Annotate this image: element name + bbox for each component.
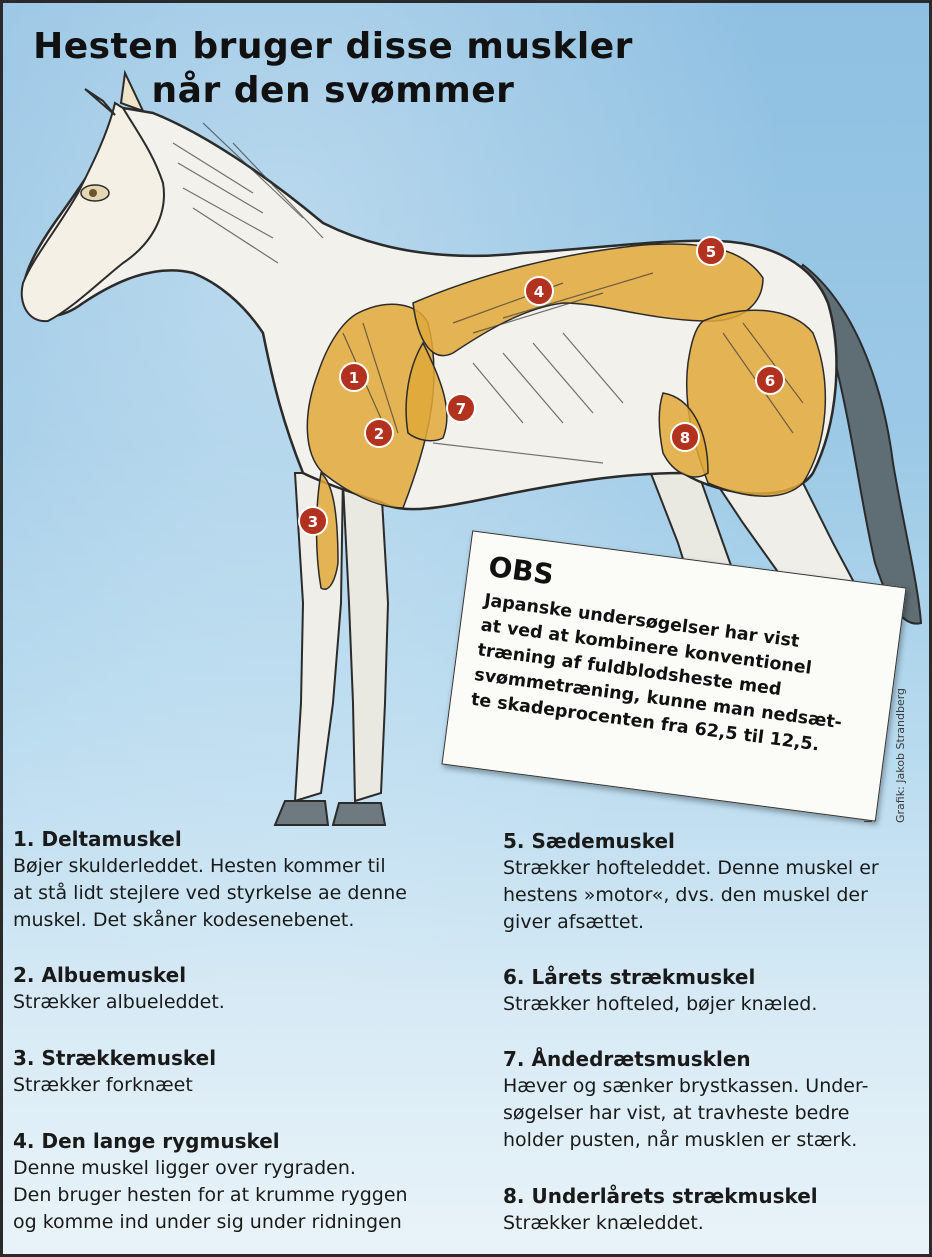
muscle-name: 8. Underlårets strækmuskel bbox=[503, 1184, 818, 1208]
marker-6 bbox=[756, 366, 784, 394]
marker-3-label: 3 bbox=[307, 513, 319, 531]
muscle-entry-3 bbox=[13, 1044, 483, 1099]
muscle-name: 7. Åndedrætsmusklen bbox=[503, 1047, 751, 1071]
marker-2 bbox=[365, 419, 393, 447]
marker-8-label: 8 bbox=[679, 429, 691, 447]
muscle-entry-5 bbox=[503, 827, 923, 936]
marker-1 bbox=[340, 363, 368, 391]
muscle-description: Hæver og sænker brystkassen. Under- søgelser har vist, at travheste bedre holder pusten, når musklen er stærk. bbox=[503, 1075, 869, 1151]
marker-8 bbox=[671, 423, 699, 451]
title-line-1: Hesten bruger disse muskler bbox=[33, 26, 633, 67]
horse-ear bbox=[121, 73, 143, 111]
muscle-description: Strækker forknæet bbox=[13, 1074, 193, 1096]
muscle-entry-7 bbox=[503, 1045, 923, 1154]
muscle-entry-8 bbox=[503, 1182, 923, 1237]
marker-5 bbox=[697, 237, 725, 265]
marker-2-label: 2 bbox=[373, 425, 385, 443]
hoof-front-near bbox=[275, 801, 328, 825]
muscle-entry-6 bbox=[503, 963, 923, 1018]
muscle-entry-2 bbox=[13, 961, 483, 1016]
marker-4-label: 4 bbox=[533, 283, 545, 301]
muscle-description: Strækker hofteled, bøjer knæled. bbox=[503, 993, 818, 1015]
obs-title: OBS bbox=[486, 550, 556, 592]
muscle-description: Denne muskel ligger over rygraden. Den bruger hesten for at krumme ryggen og komme ind under sig under ridningen bbox=[13, 1157, 408, 1233]
muscle-name: 3. Strækkemuskel bbox=[13, 1046, 217, 1070]
marker-5-label: 5 bbox=[705, 243, 717, 261]
muscle-description: Strækker knæleddet. bbox=[503, 1212, 704, 1234]
muscle-name: 2. Albuemuskel bbox=[13, 963, 187, 987]
credit-line-2: Grafik: Jakob Strandberg bbox=[894, 687, 907, 823]
hoof-front-far bbox=[333, 803, 385, 825]
muscle-description: Strækker hofteleddet. Denne muskel er hestens »motor«, dvs. den muskel der giver afsættet. bbox=[503, 857, 879, 933]
horse-ear-far bbox=[85, 89, 115, 115]
marker-1-label: 1 bbox=[348, 369, 360, 387]
muscle-name: 5. Sædemuskel bbox=[503, 829, 675, 853]
muscle-description: Strækker albueleddet. bbox=[13, 991, 225, 1013]
muscle-entry-4 bbox=[13, 1127, 483, 1236]
marker-7-label: 7 bbox=[455, 400, 467, 418]
horse-front-leg-far bbox=[343, 483, 388, 801]
marker-3 bbox=[299, 507, 327, 535]
horse-pupil bbox=[89, 189, 97, 197]
marker-6-label: 6 bbox=[764, 372, 776, 390]
obs-text: Japanske undersøgelser har vist at ved at kombinere konventionel træning af fuldblodsheste med svømmetræning, kunne man nedsæt- te skadeprocenten fra 62,5 til 12,5. bbox=[469, 590, 844, 756]
title-line-2: når den svømmer bbox=[151, 70, 515, 111]
marker-7 bbox=[447, 394, 475, 422]
marker-4 bbox=[525, 277, 553, 305]
muscle-description: Bøjer skulderleddet. Hesten kommer til at stå lidt stejlere ved styrkelse ae denne muskel. Det skåner kodesenebenet. bbox=[13, 855, 407, 931]
muscle-name: 1. Deltamuskel bbox=[13, 827, 182, 851]
muscle-name: 6. Lårets strækmuskel bbox=[503, 965, 756, 989]
muscle-name: 4. Den lange rygmuskel bbox=[13, 1129, 280, 1153]
muscle-entry-1 bbox=[13, 825, 483, 934]
